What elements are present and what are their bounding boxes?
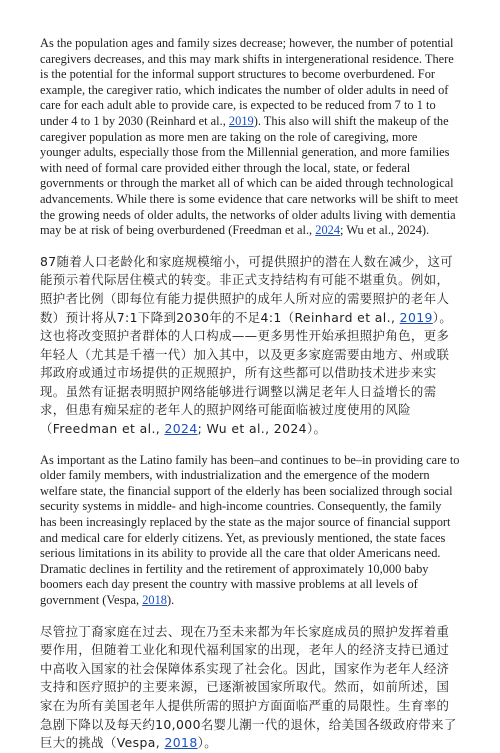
text-segment: As the population ages and family sizes decrease; however, the number of potential caregivers decreases, and this may mark shifts in intergenerational residence. There is the potential for the informal support structures to become overburdened. For example, the caregiver ratio, which indicates the number of older adults in need of care for each adult able to provide care, is expected to be reduced from 7 to 1 to under 4 to 1 by 2030 (Reinhard et al., — [40, 36, 454, 128]
text-segment: 87随着人口老龄化和家庭规模缩小，可提供照护的潜在人数在减少，这可能预示着代际居住模式的转变。非正式支持结构有可能不堪重负。例如，照护者比例（即每位有能力提供照护的成年人所对应的需要照护的老年人数）预计将从7:1下降到2030年的不足4:1（Reinhard et al., — [40, 253, 454, 325]
text-segment: ). This also will shift the makeup of the caregiver population as more men are taking on the role of caregiving, more younger adults, especially those from the Millennial generation, and more families with need of formal care provided either through the local, state, or federal governments or through the market all of which can be aided through technological advancements. While there is some evidence that care networks will be shift to meet the growing needs of older adults, the networks of older adults living with dementia may be at risk of being overburdened (Freedman et al., — [40, 113, 459, 238]
text-segment: ）。 — [197, 735, 218, 751]
citation-link-vespa-2018[interactable]: 2018 — [164, 735, 198, 751]
text-segment: As important as the Latino family has been–and continues to be–in providing care to older family members, with industrialization and the emergence of the modern welfare state, the financial support of the elderly has been socialized through social security systems in middle- and high-income countries. Consequently, the family has been increasingly replaced by the state as the major source of financial support and medical care for elderly citizens. Yet, as previously mentioned, the state faces serious limitations in its ability to provide all the care that older Americans need. Dramatic declines in fertility and the retirement of approximately 10,000 baby boomers each day present the country with massive problems at all levels of government (Vespa, — [40, 452, 460, 607]
text-segment: ; Wu et al., 2024). — [340, 223, 430, 238]
text-segment: ）。这也将改变照护者群体的人口构成——更多男性开始承担照护角色，更多年轻人（尤其是千禧一代）加入其中，以及更多家庭需要由地方、州或联邦政府或通过市场提供的正规照护，所有这些都可以借助技术进步来实现。虽然有证据表明照护网络能够进行调整以满足老年人日益增长的需求，但患有痴呆症的老年人的照护网络可能面临被过度使用的风险（Freedman et al., — [40, 309, 453, 437]
paragraph-zh-latino-family — [40, 623, 460, 753]
text-segment: ). — [166, 593, 175, 607]
citation-link-reinhard-2019[interactable]: 2019 — [228, 113, 254, 128]
citation-link-freedman-2024[interactable]: 2024 — [164, 421, 198, 437]
citation-link-vespa-2018[interactable]: 2018 — [142, 593, 167, 607]
paragraph-en-caregiver-ratio — [40, 36, 460, 239]
text-segment: ; Wu et al., 2024）。 — [197, 421, 327, 437]
text-segment: 尽管拉丁裔家庭在过去、现在乃至未来都为年长家庭成员的照护发挥着重要作用，但随着工业化和现代福利国家的出现，老年人的经济支持已通过中高收入国家的社会保障体系实现了社会化。因此，国家作为老年人经济支持和医疗照护的主要来源，已逐渐被国家所取代。然而，如前所述，国家在为所有美国老年人提供所需的照护方面面临严重的局限性。生育率的急剧下降以及每天约10,000名婴儿潮一代的退休，给美国各级政府带来了巨大的挑战（Vespa, — [40, 623, 457, 751]
paragraph-zh-caregiver-ratio — [40, 253, 460, 439]
citation-link-freedman-2024[interactable]: 2024 — [315, 223, 341, 238]
citation-link-reinhard-2019[interactable]: 2019 — [399, 309, 433, 325]
paragraph-en-latino-family — [40, 453, 460, 609]
